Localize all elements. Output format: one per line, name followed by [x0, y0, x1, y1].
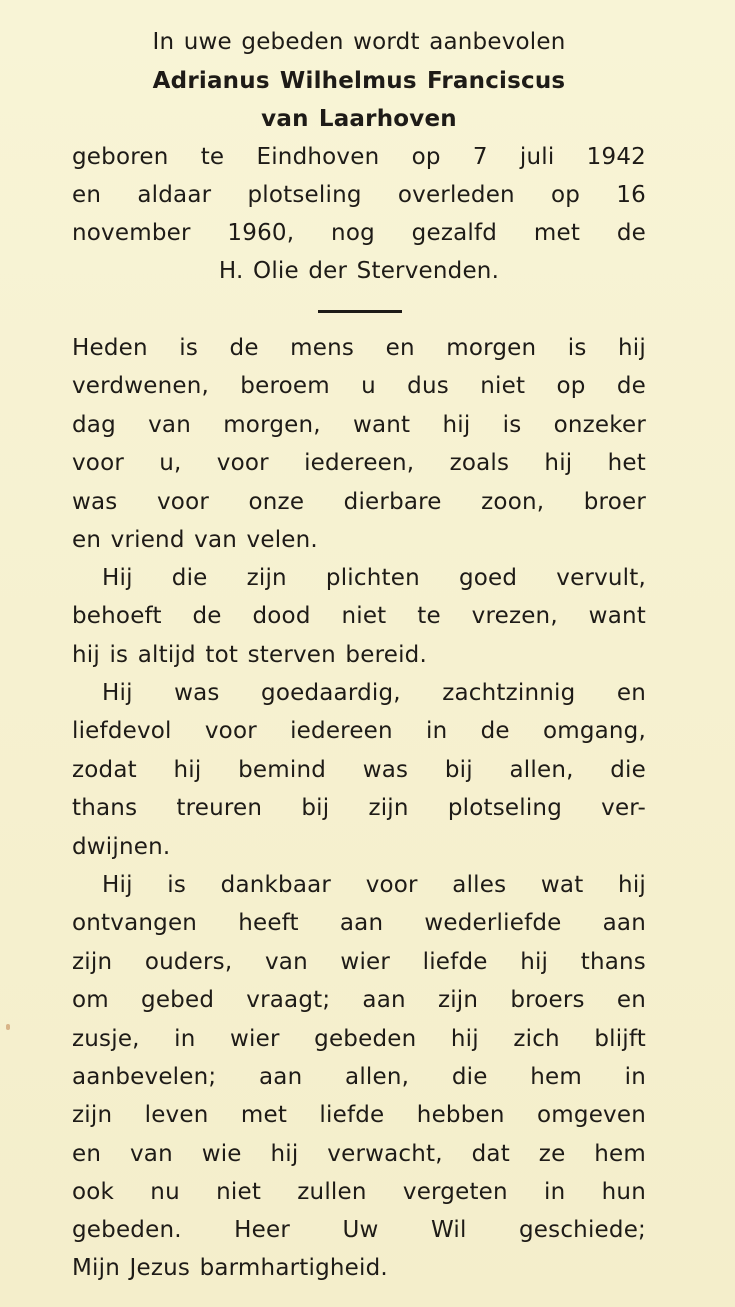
paragraph-1-line: Heden is de mens en morgen is hij: [72, 335, 646, 361]
paragraph-4-line: ook nu niet zullen vergeten in hun: [72, 1179, 646, 1205]
paragraph-1-line: verdwenen, beroem u dus niet op de: [72, 373, 646, 399]
divider-rule: [318, 310, 402, 313]
paragraph-4-line: zusje, in wier gebeden hij zich blijft: [72, 1026, 646, 1052]
death-line: en aldaar plotseling overleden op 16: [72, 182, 646, 208]
paragraph-4-line: Hij is dankbaar voor alles wat hij: [102, 872, 646, 898]
deceased-name-line-2: van Laarhoven: [261, 106, 457, 132]
paragraph-3-line: thans treuren bij zijn plotseling ver-: [72, 795, 646, 821]
paragraph-2-line: Hij die zijn plichten goed vervult,: [102, 565, 646, 591]
paragraph-4-line: om gebed vraagt; aan zijn broers en: [72, 987, 646, 1013]
paragraph-3-line: dwijnen.: [72, 834, 171, 860]
sacrament-line: H. Olie der Stervenden.: [218, 258, 500, 284]
paragraph-1-line: was voor onze dierbare zoon, broer: [72, 489, 646, 515]
birth-line: geboren te Eindhoven op 7 juli 1942: [72, 144, 646, 170]
paragraph-2-line: hij is altijd tot sterven bereid.: [72, 642, 427, 668]
paragraph-4-line: zijn leven met liefde hebben omgeven: [72, 1102, 646, 1128]
paragraph-1-line: dag van morgen, want hij is onzeker: [72, 412, 646, 438]
paragraph-4-line: aanbevelen; aan allen, die hem in: [72, 1064, 646, 1090]
intro-line: In uwe gebeden wordt aanbevolen: [152, 29, 566, 55]
paragraph-4-line: ontvangen heeft aan wederliefde aan: [72, 910, 646, 936]
paragraph-3-line: zodat hij bemind was bij allen, die: [72, 757, 646, 783]
paragraph-4-line: Mijn Jezus barmhartigheid.: [72, 1255, 388, 1281]
deceased-name-line-1: Adrianus Wilhelmus Franciscus: [152, 68, 566, 94]
death-date-line: november 1960, nog gezalfd met de: [72, 220, 646, 246]
paragraph-1-line: en vriend van velen.: [72, 527, 318, 553]
paragraph-4-line: gebeden. Heer Uw Wil geschiede;: [72, 1217, 646, 1243]
paragraph-4-line: zijn ouders, van wier liefde hij thans: [72, 949, 646, 975]
paragraph-3-line: liefdevol voor iedereen in de omgang,: [72, 718, 646, 744]
paragraph-3-line: Hij was goedaardig, zachtzinnig en: [102, 680, 646, 706]
paragraph-4-line: en van wie hij verwacht, dat ze hem: [72, 1141, 646, 1167]
paragraph-1-line: voor u, voor iedereen, zoals hij het: [72, 450, 646, 476]
paragraph-2-line: behoeft de dood niet te vrezen, want: [72, 603, 646, 629]
paper-speck: [6, 1024, 10, 1030]
